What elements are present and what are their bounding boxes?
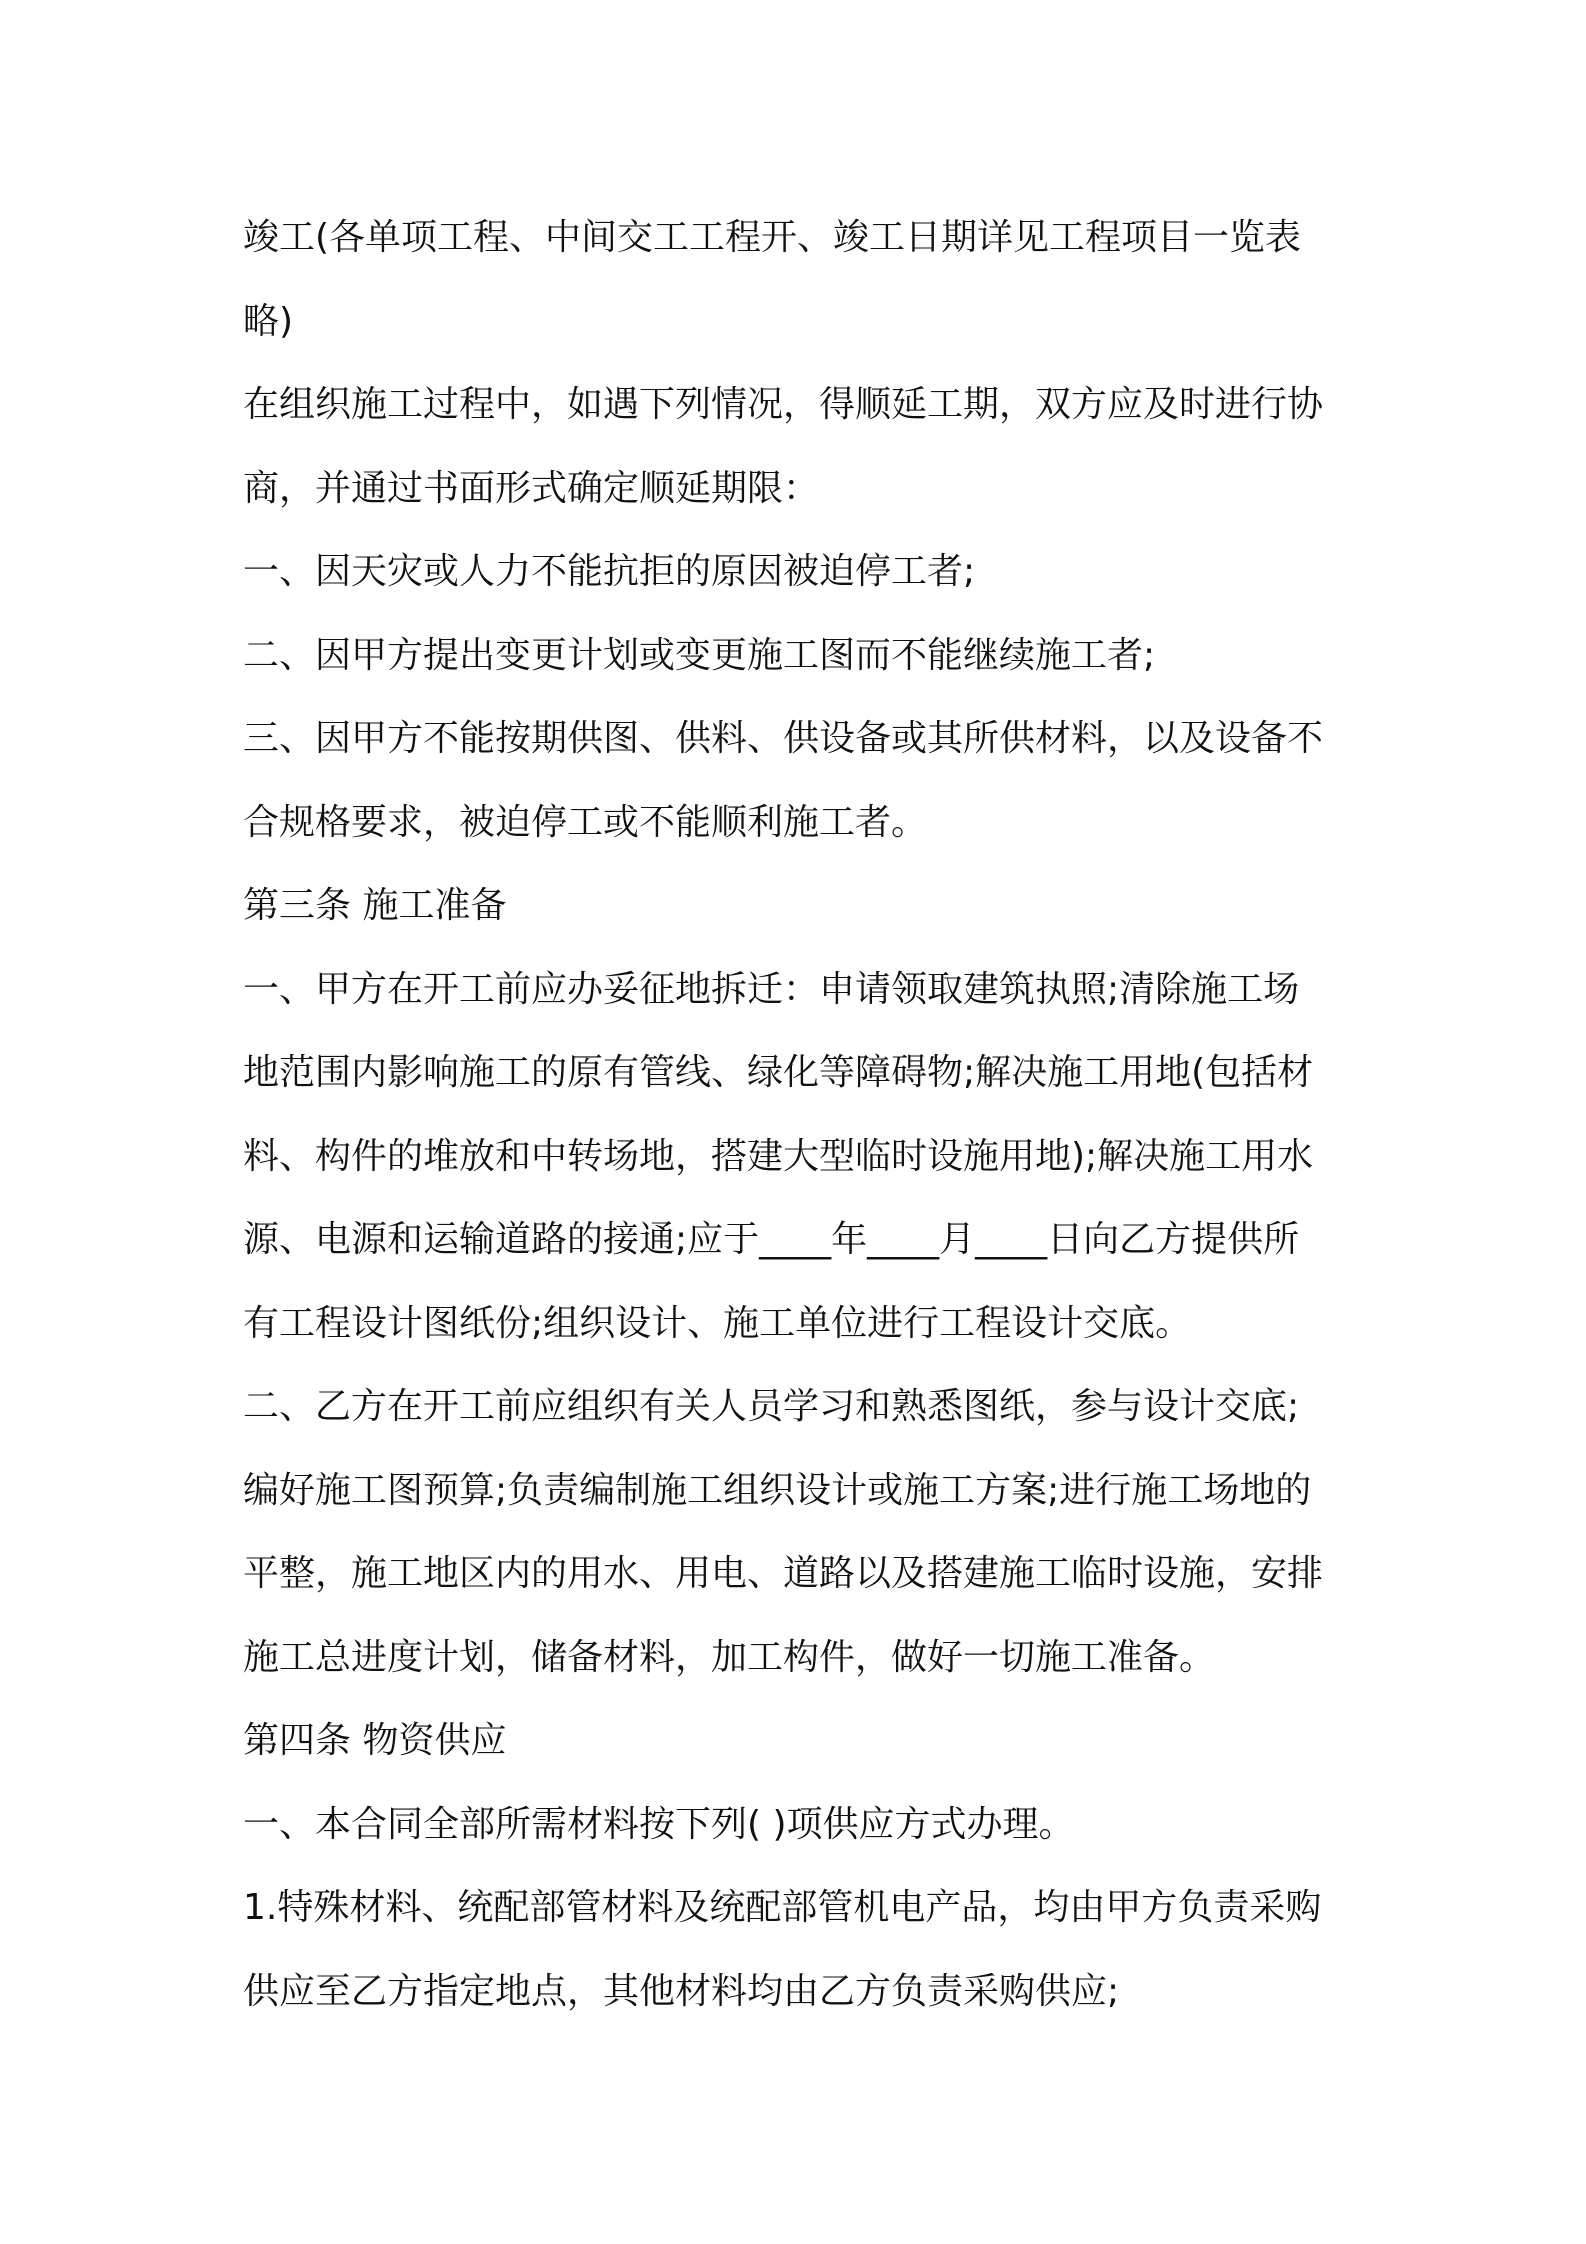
text-line-18: 施工总进度计划，储备材料，加工构件，做好一切施工准备。 xyxy=(243,1636,1216,1678)
text-line-2: 略) xyxy=(243,300,294,342)
text-line-8: 合规格要求，被迫停工或不能顺利施工者。 xyxy=(243,801,928,843)
text-line-1: 竣工(各单项工程、中间交工工程开、竣工日期详见工程项目一览表 xyxy=(243,217,1302,258)
text-line-16: 编好施工图预算;负责编制施工组织设计或施工方案;进行施工场地的 xyxy=(243,1469,1312,1511)
text-line-20: 一、本合同全部所需材料按下列( )项供应方式办理。 xyxy=(243,1803,1075,1845)
text-line-5: 一、因天灾或人力不能抗拒的原因被迫停工者; xyxy=(243,551,976,592)
text-line-12: 料、构件的堆放和中转场地，搭建大型临时设施用地);解决施工用水 xyxy=(243,1135,1314,1177)
text-line-22: 供应至乙方指定地点，其他材料均由乙方负责采购供应; xyxy=(243,1970,1120,2012)
text-line-17: 平整，施工地区内的用水、用电、道路以及搭建施工临时设施，安排 xyxy=(243,1553,1324,1594)
text-line-7: 三、因甲方不能按期供图、供料、供设备或其所供材料，以及设备不 xyxy=(243,718,1324,759)
text-line-3: 在组织施工过程中，如遇下列情况，得顺延工期，双方应及时进行协 xyxy=(243,384,1324,425)
text-line-15: 二、乙方在开工前应组织有关人员学习和熟悉图纸，参与设计交底; xyxy=(243,1386,1300,1427)
text-line-4: 商，并通过书面形式确定顺延期限： xyxy=(243,467,820,509)
text-line-6: 二、因甲方提出变更计划或变更施工图而不能继续施工者; xyxy=(243,634,1156,676)
section-heading-3: 第三条 施工准备 xyxy=(243,885,507,926)
document-body xyxy=(243,196,1358,2033)
text-line-21: 1.特殊材料、统配部管材料及统配部管机电产品，均由甲方负责采购 xyxy=(243,1887,1322,1928)
text-line-14: 有工程设计图纸份;组织设计、施工单位进行工程设计交底。 xyxy=(243,1302,1192,1344)
text-line-10: 一、甲方在开工前应办妥征地拆迁：申请领取建筑执照;清除施工场 xyxy=(243,968,1300,1010)
section-heading-4: 第四条 物资供应 xyxy=(243,1720,507,1761)
text-line-11: 地范围内影响施工的原有管线、绿化等障碍物;解决施工用地(包括材 xyxy=(243,1052,1314,1093)
text-line-13: 源、电源和运输道路的接通;应于____年____月____日向乙方提供所 xyxy=(243,1219,1300,1260)
